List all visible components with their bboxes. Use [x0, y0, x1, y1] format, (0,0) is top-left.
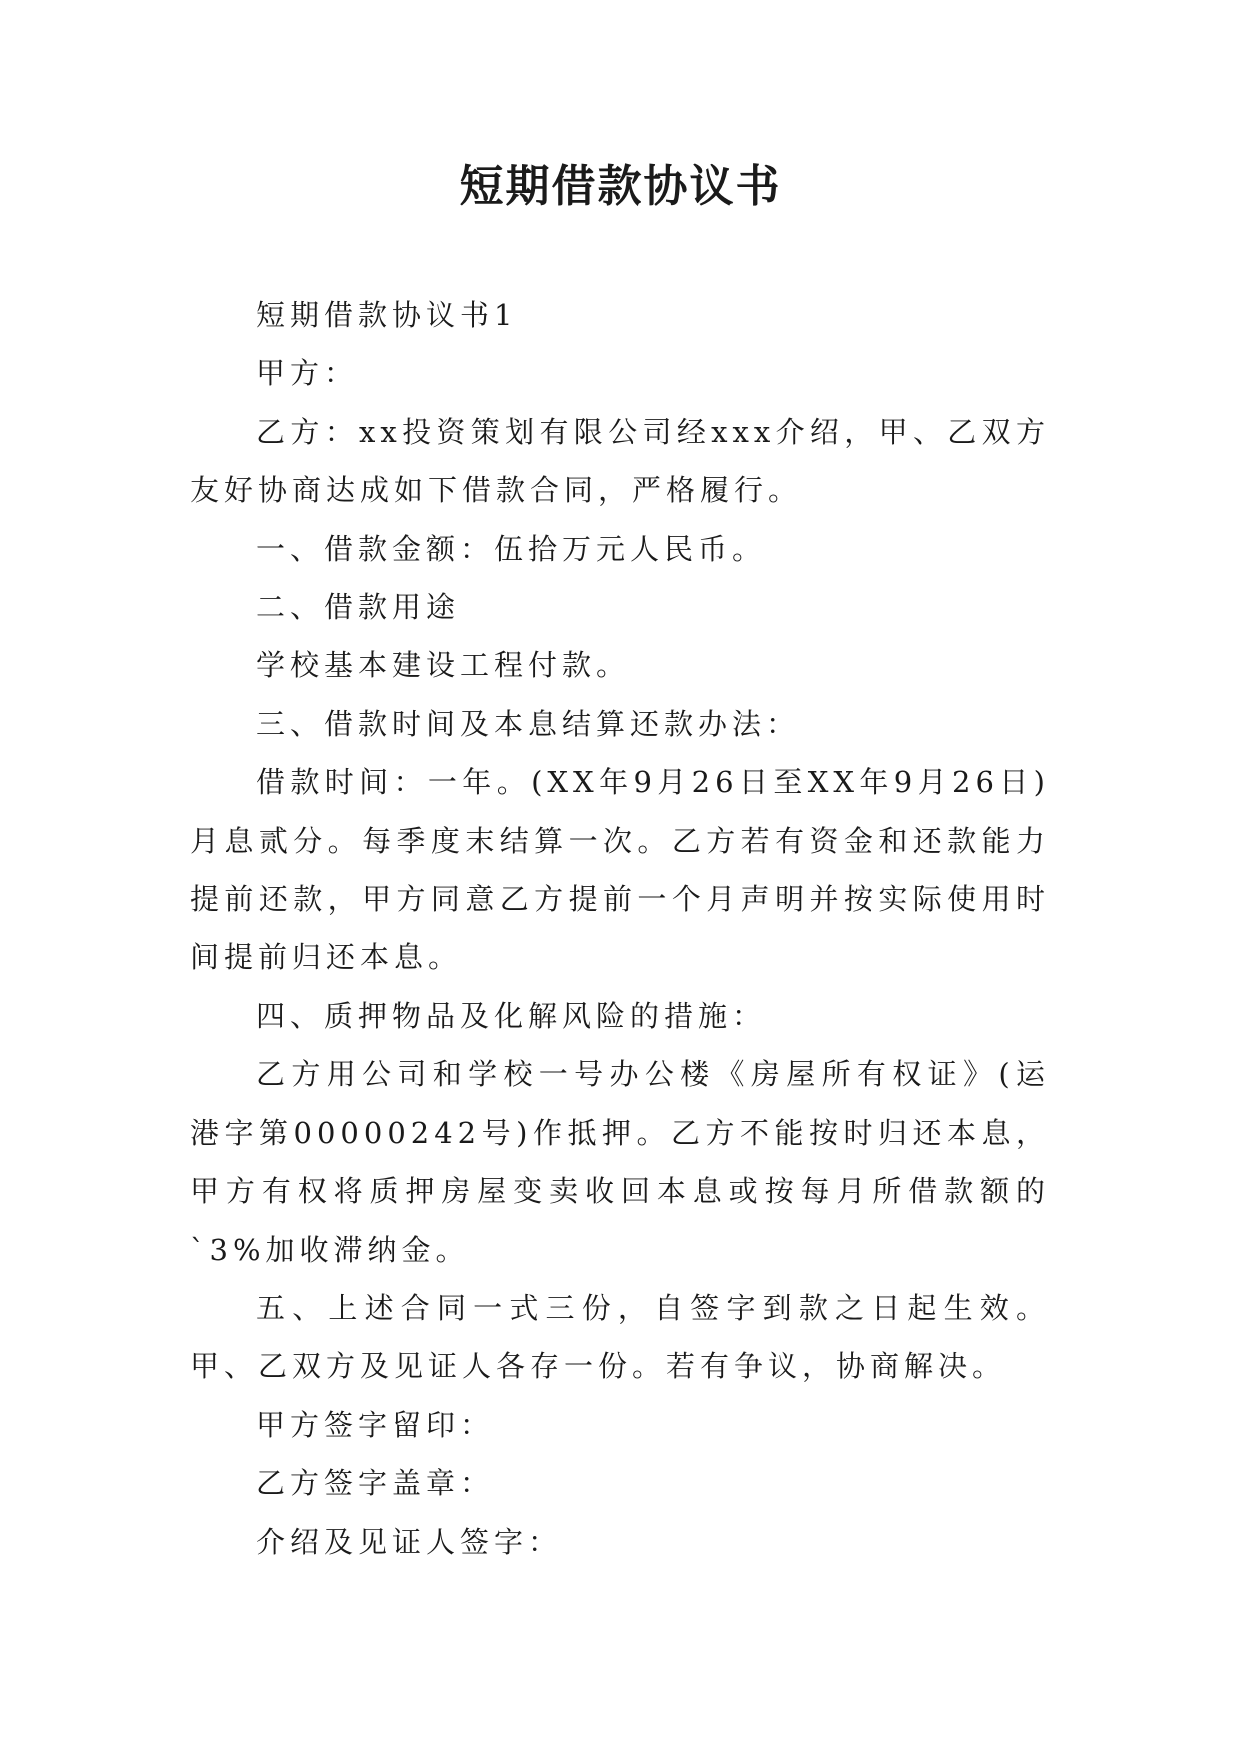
loan-term-heading: 三、借款时间及本息结算还款办法：: [256, 706, 801, 741]
collateral-text: 乙方用公司和学校一号办公楼《房屋所有权证》(运港字第00000242号)作抵押。乙方不能按时归还本息，甲方有权将质押房屋变卖收回本息或按每月所借款额的`3%加收滞纳金。: [190, 1057, 1050, 1267]
loan-term-text: 借款时间：一年。(XX年9月26日至XX年9月26日)月息贰分。每季度末结算一次。乙方若有资金和还款能力提前还款，甲方同意乙方提前一个月声明并按实际使用时间提前归还本息。: [190, 765, 1050, 975]
subtitle-paragraph: 短期借款协议书1: [256, 298, 518, 332]
loan-amount-clause: 一、借款金额：伍拾万元人民币。: [256, 531, 767, 566]
party-b-paragraph: 乙方：xx投资策划有限公司经xxx介绍，甲、乙双方友好协商达成如下借款合同，严格履行。: [190, 414, 1050, 508]
loan-purpose-heading: 二、借款用途: [256, 590, 461, 625]
loan-purpose-text: 学校基本建设工程付款。: [256, 648, 631, 683]
document-title: 短期借款协议书: [459, 161, 782, 212]
document-body: [190, 286, 1050, 1571]
effectiveness-clause: 五、上述合同一式三份，自签字到款之日起生效。甲、乙双方及见证人各存一份。若有争议，协商解决。: [190, 1290, 1050, 1384]
party-b-signature-line: 乙方签字盖章：: [256, 1466, 495, 1501]
party-a-line: 甲方：: [256, 356, 359, 391]
collateral-heading: 四、质押物品及化解风险的措施：: [256, 998, 767, 1033]
witness-signature-line: 介绍及见证人签字：: [256, 1524, 563, 1559]
party-a-signature-line: 甲方签字留印：: [256, 1407, 495, 1442]
